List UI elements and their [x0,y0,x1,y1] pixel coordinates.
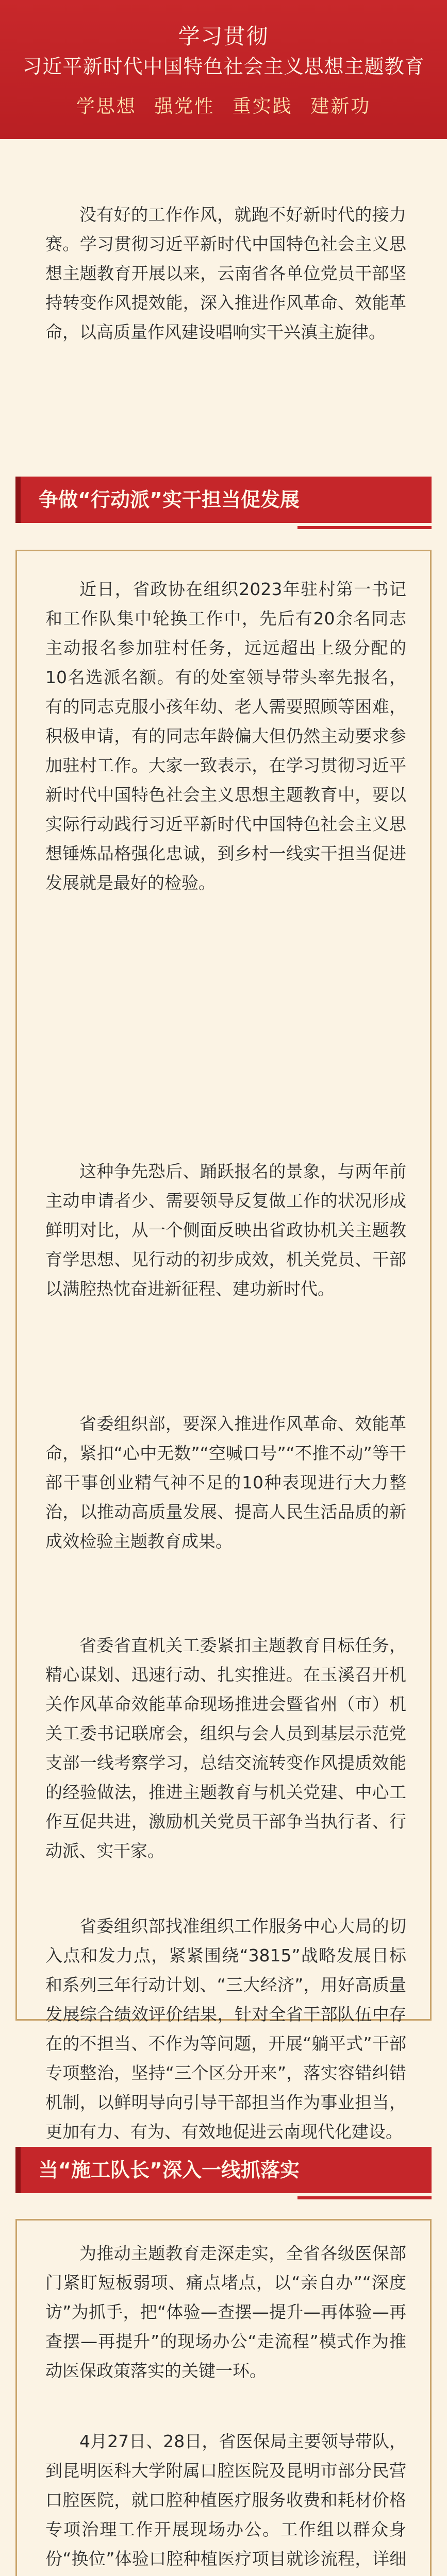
banner-tags [0,92,447,118]
article-paragraph: 这种争先恐后、踊跃报名的景象，与两年前主动申请者少、需要领导反复做工作的状况形成鲜明对比，从一个侧面反映出省政协机关主题教育学思想、见行动的初步成效，机关党员、干部以满腔热忱奋进新征程、建功新时代。 [45,1161,406,1299]
article-paragraph: 省委组织部找准组织工作服务中心大局的切入点和发力点，紧紧围绕“3815”战略发展目标和系列三年行动计划、“三大经济”，用好高质量发展综合绩效评价结果，针对全省干部队伍中存在的不担当、不作为等问题，开展“躺平式”干部专项整治，坚持“三个区分开来”，落实容错纠错机制，以鲜明导向引导干部担当作为事业担当，更加有力、有为、有效地促进云南现代化建设。 [45,1916,406,2142]
article-paragraph: 省委省直机关工委紧扣主题教育目标任务，精心谋划、迅速行动、扎实推进。在玉溪召开机关作风革命效能革命现场推进会暨省州（市）机关工委书记联席会，组织与会人员到基层示范党支部一线考察学习，总结交流转变作风提质效能的经验做法，推进主题教育与机关党建、中心工作互促共进，激励机关党员干部争当执行者、行动派、实干家。 [45,1635,406,1861]
header-banner [0,0,447,139]
banner-tag: 强党性 [154,96,215,117]
article-paragraph: 4月27日、28日，省医保局主要领导带队，到昆明医科大学附属口腔医院及昆明市部分民营口腔医院，就口腔种植医疗服务收费和耗材价格专项治理工作开展现场办公。工作组以群众身份“换位”体验口腔种植医疗项目就诊流程，详细 [45,2431,406,2569]
banner-tag: 学思想 [76,96,137,117]
article-paragraph: 省委组织部，要深入推进作风革命、效能革命，紧扣“心中无数”“空喊口号”“不推不动”等干部干事创业精气神不足的10种表现进行大力整治，以推动高质量发展、提高人民生活品质的新成效检验主题教育成果。 [45,1414,406,1551]
intro-paragraph: 没有好的工作作风，就跑不好新时代的接力赛。学习贯彻习近平新时代中国特色社会主义思想主题教育开展以来，云南省各单位党员干部坚持转变作风提效能，深入推进作风革命、效能革命，以高质量作风建设唱响实干兴滇主旋律。 [45,205,406,342]
banner-subtitle: 习近平新时代中国特色社会主义思想主题教育 [22,55,425,78]
section-heading: 当“施工队长”深入一线抓落实 [15,2147,432,2193]
article-paragraph: 近日，省政协在组织2023年驻村第一书记和工作队集中轮换工作中，先后有20余名同志主动报名参加驻村任务，远远超出上级分配的10名选派名额。有的处室领导带头率先报名，有的同志克服小孩年幼、老人需要照顾等困难，积极申请，有的同志年龄偏大但仍然主动要求参加驻村工作。大家一致表示，在学习贯彻习近平新时代中国特色社会主义思想主题教育中，要以实际行动践行习近平新时代中国特色社会主义思想锤炼品格强化忠诚，到乡村一线实干担当促进发展就是最好的检验。 [45,579,406,893]
banner-tag: 重实践 [232,96,293,117]
article-paragraph: 为推动主题教育走深走实，全省各级医保部门紧盯短板弱项、痛点堵点，以“亲自办”“深度访”为抓手，把“体验—查摆—提升—再体验—再查摆—再提升”的现场办公“走流程”模式作为推动医保政策落实的关键一环。 [45,2243,406,2381]
banner-title: 学习贯彻 [178,24,269,49]
section-heading: 争做“行动派”实干担当促发展 [15,477,432,523]
banner-tag: 建新功 [310,96,371,117]
